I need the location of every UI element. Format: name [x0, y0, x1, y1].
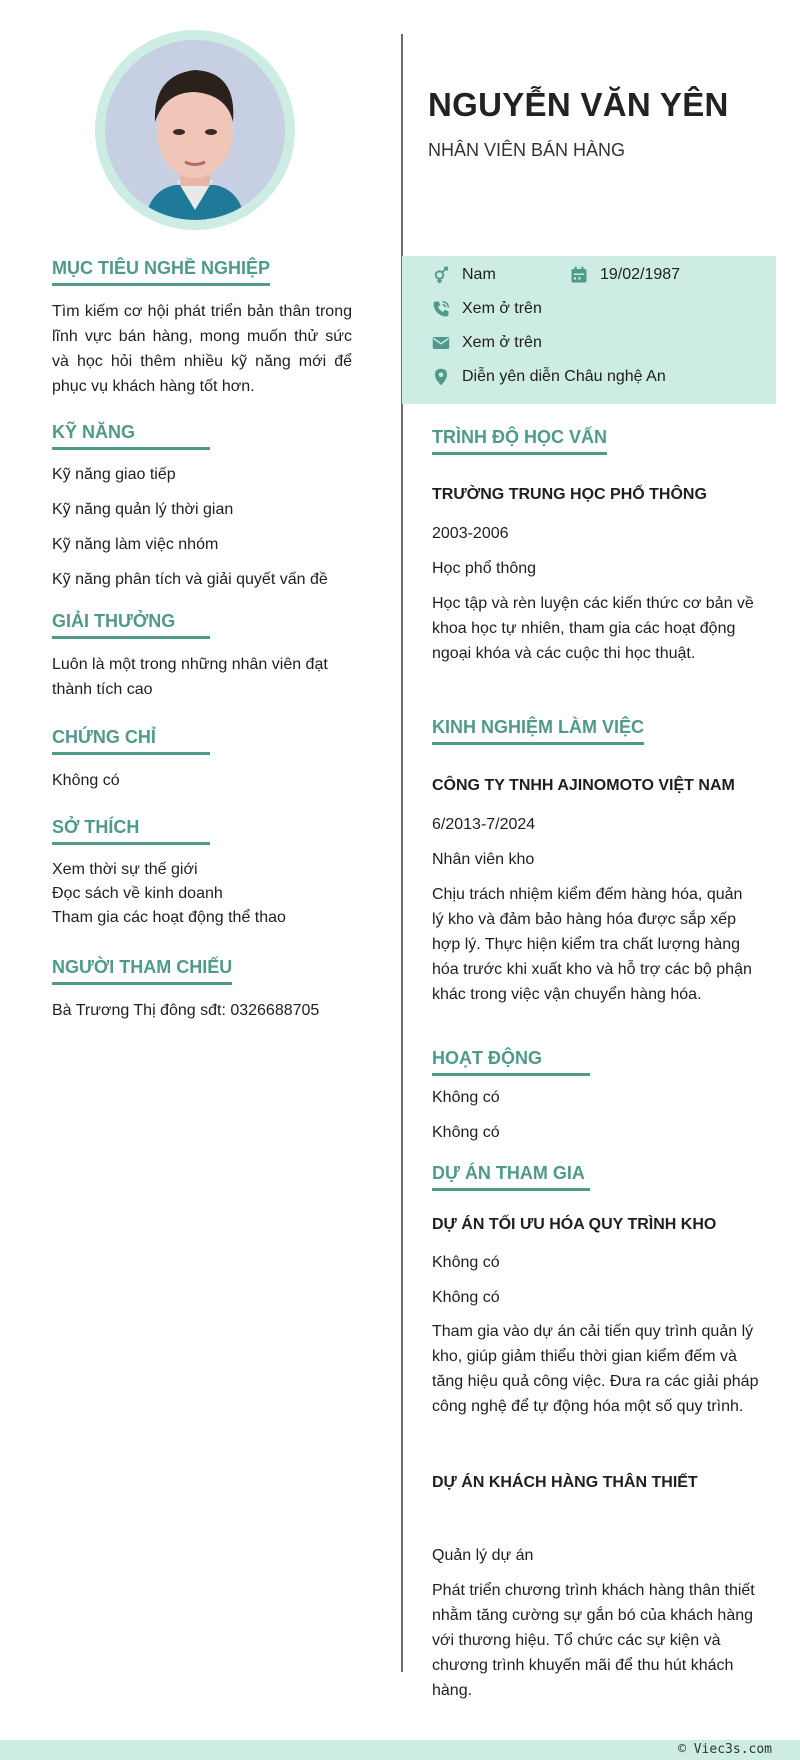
phone-icon: [432, 300, 450, 318]
dob-value: 19/02/1987: [600, 266, 681, 283]
phone-value: Xem ở trên: [462, 300, 542, 317]
education-title: TRÌNH ĐỘ HỌC VẤN: [432, 427, 607, 455]
project-detail: Không có: [432, 1254, 500, 1271]
dob-row: [570, 266, 680, 284]
candidate-role: NHÂN VIÊN BÁN HÀNG: [428, 140, 626, 160]
contact-box: [402, 256, 776, 404]
projects-section: [432, 1163, 590, 1191]
project-description: Phát triển chương trình khách hàng thân thiết nhằm tăng cường sự gắn bó của khách hàng với thương hiệu. Tổ chức các sự kiện và chương trình khuyến mãi để thu hút khách hàng.: [432, 1582, 755, 1699]
hobby-item: Xem thời sự thế giới: [52, 861, 198, 878]
education-school: TRƯỜNG TRUNG HỌC PHỔ THÔNG: [432, 486, 707, 503]
project-name: DỰ ÁN KHÁCH HÀNG THÂN THIẾT: [432, 1474, 698, 1491]
education-description: Học tập và rèn luyện các kiến thức cơ bản về khoa học tự nhiên, tham gia các hoạt động ngoại khóa và các cuộc thi học thuật.: [432, 595, 754, 662]
avatar-frame: [95, 30, 295, 230]
projects-title: DỰ ÁN THAM GIA: [432, 1163, 590, 1191]
awards-title: GIẢI THƯỞNG: [52, 611, 210, 639]
references-title: NGƯỜI THAM CHIẾU: [52, 957, 232, 985]
footer-bar: [0, 1740, 800, 1760]
avatar: [105, 40, 285, 220]
skill-item: Kỹ năng quản lý thời gian: [52, 501, 234, 518]
skill-item: Kỹ năng phân tích và giải quyết vấn đề: [52, 571, 328, 588]
skill-item: Kỹ năng làm việc nhóm: [52, 536, 219, 553]
address-row: [432, 368, 666, 386]
activity-item: Không có: [432, 1124, 500, 1141]
phone-row: [432, 300, 542, 318]
hobbies-title: SỞ THÍCH: [52, 817, 210, 845]
certificates-section: [52, 727, 210, 793]
hobby-item: Tham gia các hoạt động thể thao: [52, 909, 286, 926]
certificates-title: CHỨNG CHỈ: [52, 727, 210, 755]
skills-title: KỸ NĂNG: [52, 422, 210, 450]
references-section: [52, 957, 319, 1023]
email-row: [432, 334, 542, 352]
experience-description: Chịu trách nhiệm kiểm đếm hàng hóa, quản lý kho và đảm bảo hàng hóa được sắp xếp hợp lý. Thực hiện kiểm tra chất lượng hàng hóa trước khi xuất kho và hỗ trợ các bộ phận khác trong việc vận chuyển hàng hóa.: [432, 886, 752, 1003]
education-major: Học phổ thông: [432, 560, 537, 577]
awards-text: Luôn là một trong những nhân viên đạt thành tích cao: [52, 656, 328, 698]
experience-period: 6/2013-7/2024: [432, 816, 536, 833]
activities-section: [432, 1048, 590, 1076]
education-period: 2003-2006: [432, 525, 509, 542]
objective-text: Tìm kiếm cơ hội phát triển bản thân trong lĩnh vực bán hàng, mong muốn thử sức và học hỏi thêm nhiều kỹ năng mới để phục vụ khách hàng tốt hơn.: [52, 303, 352, 395]
skills-section: [52, 422, 328, 591]
calendar-icon: [570, 266, 588, 284]
hobby-item: Đọc sách về kinh doanh: [52, 885, 223, 902]
project-name: DỰ ÁN TỐI ƯU HÓA QUY TRÌNH KHO: [432, 1216, 717, 1233]
experience-section: [432, 717, 644, 745]
gender-icon: [432, 266, 450, 284]
gender-row: [432, 266, 496, 284]
envelope-icon: [432, 334, 450, 352]
education-section: [432, 427, 607, 455]
gender-value: Nam: [462, 266, 496, 283]
footer-brand[interactable]: © Viec3s.com: [678, 1742, 772, 1757]
project-description: Tham gia vào dự án cải tiến quy trình quản lý kho, giúp giảm thiểu thời gian kiểm đếm và tăng hiệu quả công việc. Đưa ra các giải pháp công nghệ để tự động hóa một số quy trình.: [432, 1323, 759, 1415]
project-role: Quản lý dự án: [432, 1547, 534, 1564]
location-pin-icon: [432, 368, 450, 386]
activities-title: HOẠT ĐỘNG: [432, 1048, 590, 1076]
references-text: Bà Trương Thị đông sđt: 0326688705: [52, 1002, 320, 1019]
project-detail: Không có: [432, 1289, 500, 1306]
awards-section: [52, 611, 352, 702]
email-value: Xem ở trên: [462, 334, 542, 351]
activity-item: Không có: [432, 1089, 500, 1106]
hobbies-section: [52, 817, 286, 930]
skill-item: Kỹ năng giao tiếp: [52, 466, 176, 483]
certificates-text: Không có: [52, 772, 120, 789]
experience-position: Nhân viên kho: [432, 851, 535, 868]
address-value: Diễn yên diễn Châu nghệ An: [462, 368, 666, 385]
experience-title: KINH NGHIỆM LÀM VIỆC: [432, 717, 644, 745]
candidate-name: NGUYỄN VĂN YÊN: [428, 86, 729, 123]
experience-company: CÔNG TY TNHH AJINOMOTO VIỆT NAM: [432, 777, 735, 794]
avatar-photo: [105, 40, 285, 220]
objective-title: MỤC TIÊU NGHỀ NGHIỆP: [52, 258, 270, 286]
objective-section: [52, 258, 352, 399]
